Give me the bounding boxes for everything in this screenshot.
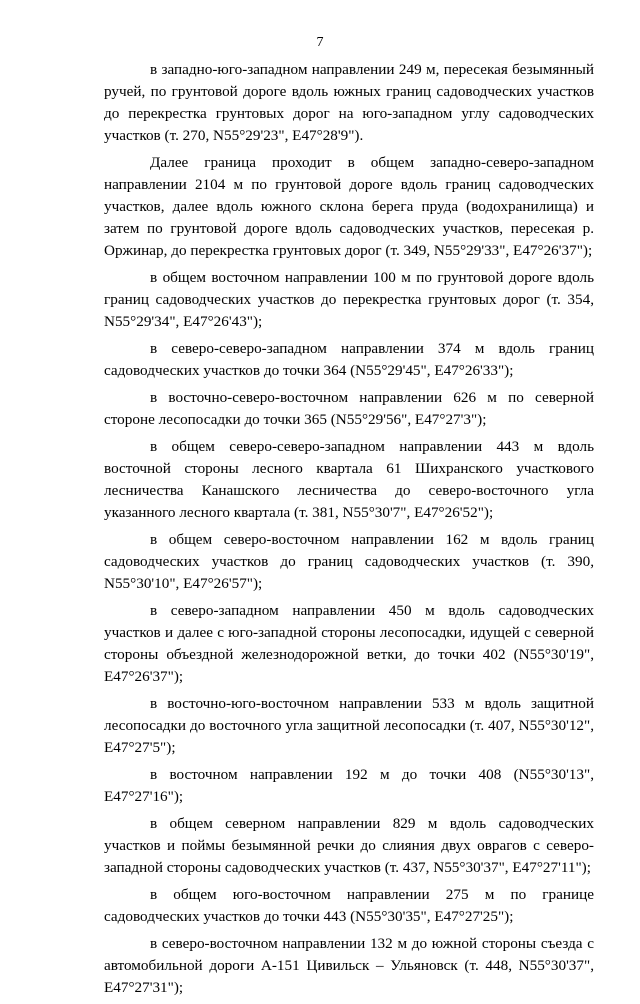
paragraph: в восточно-северо-восточном направлении 626 м по северной стороне лесопосадки до точки 365 (N55°29'56", E47°27'3"); — [104, 388, 594, 428]
paragraph: в общем северном направлении 829 м вдоль садоводческих участков и поймы безымянной речки до слияния двух оврагов с северо-западной стороны садоводческих участков (т. 437, N55°30'37", E47°27'11"); — [104, 814, 594, 876]
paragraph: в общем юго-восточном направлении 275 м по границе садоводческих участков до точки 443 (N55°30'35", E47°27'25"); — [104, 885, 594, 925]
paragraph: в северо-восточном направлении 132 м до южной стороны съезда с автомобильной дороги А-151 Цивильск – Ульяновск (т. 448, N55°30'37", E47°27'31"); — [104, 935, 594, 996]
page-number: 7 — [316, 35, 324, 50]
paragraph: Далее граница проходит в общем западно-северо-западном направлении 2104 м по грунтовой дороге вдоль границ садоводческих участков, далее вдоль южного склона берега пруда (водохранилища) и затем по грунтовой дороге вдоль садоводческих участков, пересекая р. Оржинар, до перекрестка грунтовых дорог (т. 349, N55°29'33", E47°26'37"); — [104, 153, 594, 259]
paragraph: в восточно-юго-восточном направлении 533 м вдоль защитной лесопосадки до восточного угла защитной лесопосадки (т. 407, N55°30'12", E47°27'5"); — [104, 694, 594, 756]
paragraph: в северо-северо-западном направлении 374 м вдоль границ садоводческих участков до точки 364 (N55°29'45", E47°26'33"); — [104, 339, 594, 379]
paragraph: в общем северо-северо-западном направлении 443 м вдоль восточной стороны лесного квартала 61 Шихранского участкового лесничества Канашского лесничества до северо-восточного угла указанного лесного квартала (т. 381, N55°30'7", E47°26'52"); — [104, 437, 594, 521]
paragraph: в восточном направлении 192 м до точки 408 (N55°30'13", E47°27'16"); — [104, 765, 594, 805]
paragraph: в северо-западном направлении 450 м вдоль садоводческих участков и далее с юго-западной стороны лесопосадки, идущей с северной стороны объездной железнодорожной ветки, до точки 402 (N55°30'19", E47°26'37"); — [104, 601, 594, 685]
paragraph: в общем северо-восточном направлении 162 м вдоль границ садоводческих участков до границ садоводческих участков (т. 390, N55°30'10", E47°26'57"); — [104, 530, 594, 592]
paragraph: в общем восточном направлении 100 м по грунтовой дороге вдоль границ садоводческих участков до перекрестка грунтовых дорог (т. 354, N55°29'34", E47°26'43"); — [104, 268, 594, 330]
document-body — [104, 59, 594, 1004]
paragraph: в западно-юго-западном направлении 249 м, пересекая безымянный ручей, по грунтовой дороге вдоль южных границ садоводческих участков до перекрестка грунтовых дорог на юго-западном углу садоводческих участков (т. 270, N55°29'23", E47°28'9"). — [104, 61, 594, 144]
